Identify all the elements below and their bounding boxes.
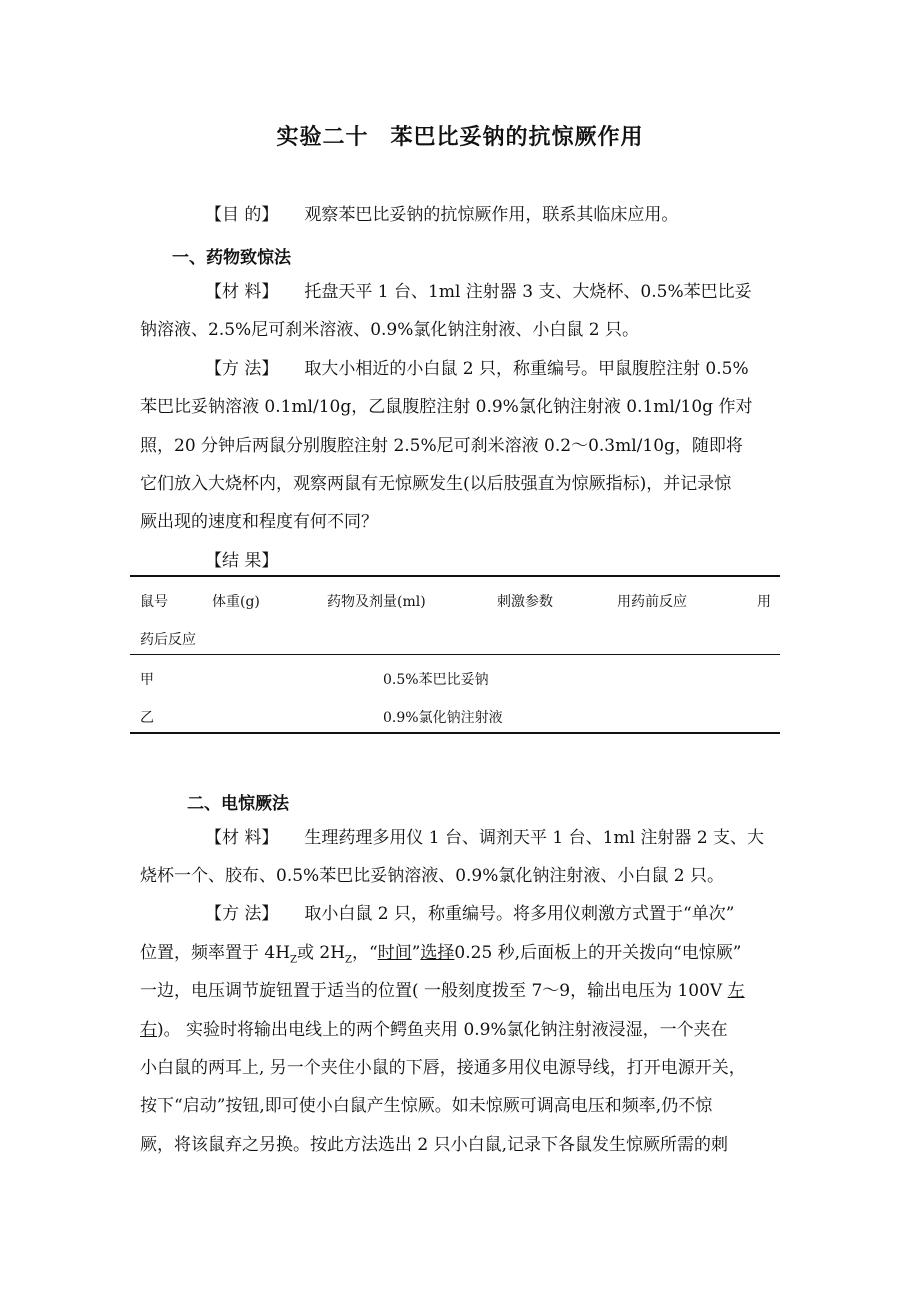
row-drug: 0.9%氯化钠注射液 xyxy=(383,710,503,726)
page-title xyxy=(0,120,920,151)
s1-method-line1: 【方 法】 取大小相近的小白鼠 2 只，称重编号。甲鼠腹腔注射 0.5% xyxy=(205,359,749,379)
s2-method-line7: 厥，将该鼠弃之另换。按此方法选出 2 只小白鼠,记录下各鼠发生惊厥所需的刺 xyxy=(140,1135,729,1155)
s1-materials-line2: 钠溶液、2.5%尼可刹米溶液、0.9%氯化钠注射液、小白鼠 2 只。 xyxy=(140,320,640,340)
table-header-post-reaction-part1: 用 xyxy=(757,594,771,610)
s2-materials-line1: 【材 料】 生理药理多用仪 1 台、调剂天平 1 台、1ml 注射器 2 支、大 xyxy=(205,828,765,848)
s2-method-line6: 按下“启动”按钮,即可使小白鼠产生惊厥。如未惊厥可调高电压和频率,仍不惊 xyxy=(140,1096,713,1116)
purpose-text: 观察苯巴比妥钠的抗惊厥作用，联系其临床应用。 xyxy=(304,205,679,225)
s1-method-line3: 照，20 分钟后两鼠分别腹腔注射 2.5%尼可刹米溶液 0.2～0.3ml/10g，随即将 xyxy=(140,436,743,456)
section2-heading: 二、电惊厥法 xyxy=(187,794,289,814)
row-mouse-id: 甲 xyxy=(140,672,154,688)
s2-materials-line2: 烧杯一个、胶布、0.5%苯巴比妥钠溶液、0.9%氯化钠注射液、小白鼠 2 只。 xyxy=(140,866,725,886)
underlined-left: 左 xyxy=(727,981,745,1001)
results-label: 【结 果】 xyxy=(205,551,279,571)
title-part1: 实验二十 xyxy=(276,125,369,150)
purpose-label: 【目 的】 xyxy=(205,205,279,225)
underlined-right: 右 xyxy=(140,1020,157,1040)
s2-method-line2: 位置，频率置于 $4H_Z$或 $2H_Z$，“时间”选择0.25 秒,后面板上的开关拨向“电惊厥” xyxy=(140,943,742,966)
s2-method-label: 【方 法】 xyxy=(205,904,279,924)
s1-materials-line1: 【材 料】 托盘天平 1 台、1ml 注射器 3 支、大烧杯、0.5%苯巴比妥 xyxy=(205,282,752,302)
underlined-select: 选择 xyxy=(420,943,455,963)
s2-method-line1: 【方 法】 取小白鼠 2 只，称重编号。将多用仪刺激方式置于“单次” xyxy=(205,904,735,924)
row-mouse-id: 乙 xyxy=(140,710,154,726)
table-header-weight: 体重(g) xyxy=(212,594,260,610)
table-header-mouse-id: 鼠号 xyxy=(140,594,168,610)
table-header-stimulus: 刺激参数 xyxy=(497,594,553,610)
purpose-paragraph xyxy=(205,205,678,225)
table-header-post-reaction-part2: 药后反应 xyxy=(140,632,196,648)
s2-materials-label: 【材 料】 xyxy=(205,828,279,848)
title-part2: 苯巴比妥钠的抗惊厥作用 xyxy=(390,125,644,150)
underlined-time: 时间 xyxy=(377,943,412,963)
s1-method-label: 【方 法】 xyxy=(205,359,279,379)
table-top-rule xyxy=(130,575,780,577)
row-drug: 0.5%苯巴比妥钠 xyxy=(383,672,489,688)
s1-method-line4: 它们放入大烧杯内，观察两鼠有无惊厥发生(以后肢强直为惊厥指标)，并记录惊 xyxy=(140,474,732,494)
s2-method-line4: 右)。 实验时将输出电线上的两个鳄鱼夹用 0.9%氯化钠注射液浸湿，一个夹在 xyxy=(140,1020,728,1040)
s1-materials-label: 【材 料】 xyxy=(205,282,279,302)
s2-method-line5: 小白鼠的两耳上, 另一个夹住小鼠的下唇，接通多用仪电源导线，打开电源开关， xyxy=(140,1058,746,1078)
s1-method-line5: 厥出现的速度和程度有何不同？ xyxy=(140,512,378,532)
table-bottom-rule xyxy=(130,732,780,734)
table-header-pre-reaction: 用药前反应 xyxy=(617,594,687,610)
table-header-rule xyxy=(130,654,780,655)
table-header-drug-dose: 药物及剂量(ml) xyxy=(327,594,426,610)
section1-heading: 一、药物致惊法 xyxy=(172,248,291,268)
s1-method-line2: 苯巴比妥钠溶液 0.1ml/10g，乙鼠腹腔注射 0.9%氯化钠注射液 0.1ml/10g 作对 xyxy=(140,397,753,417)
s2-method-line3: 一边，电压调节旋钮置于适当的位置( 一般刻度拨至 7～9，输出电压为 100V 左 xyxy=(140,981,745,1001)
